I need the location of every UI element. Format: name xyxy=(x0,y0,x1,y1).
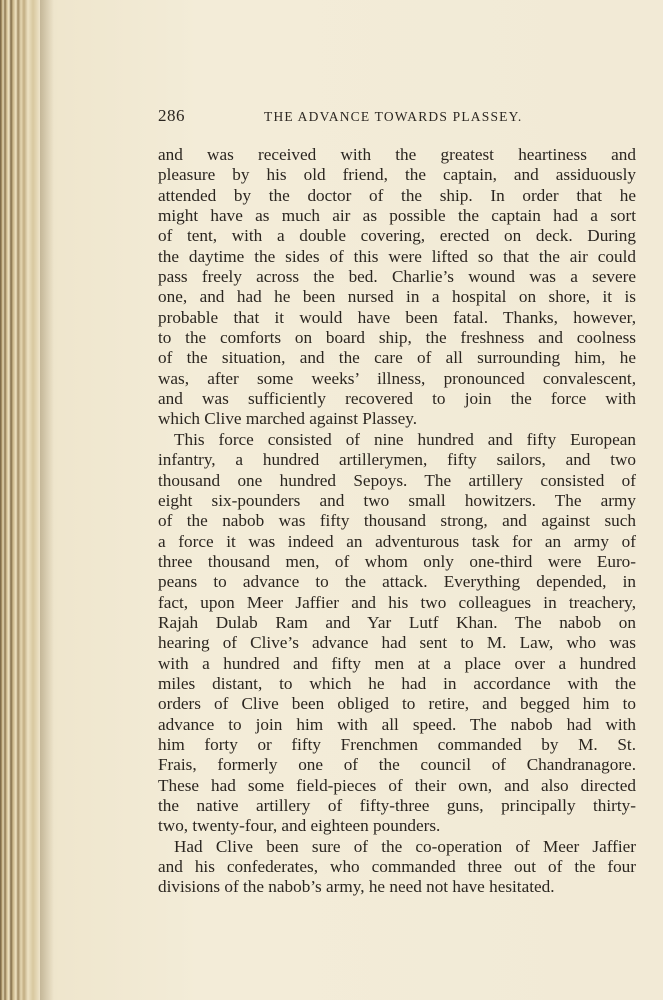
book-spine-edge xyxy=(0,0,40,1000)
paragraph-end-line: which Clive marched against Plassey. xyxy=(158,409,418,429)
text-line: These had some field-pieces of their own, and also directed xyxy=(158,775,636,795)
text-line: with a hundred and fifty men at a place over a hundred xyxy=(158,653,636,673)
paragraph-start-line: This force consisted of nine hundred and fifty European xyxy=(174,429,636,449)
text-line: and his confederates, who commanded three out of the four xyxy=(158,857,636,877)
text-line: miles distant, to which he had in accordance with the xyxy=(158,673,636,693)
text-line: orders of Clive been obliged to retire, and begged him to xyxy=(158,694,636,714)
text-line: divisions of the nabob’s army, he need not have hesitated. xyxy=(158,877,555,897)
text-line: of the situation, and the care of all surrounding him, he xyxy=(158,348,636,368)
text-line: might have as much air as possible the captain had a sort xyxy=(158,206,636,226)
gutter-shadow xyxy=(40,0,54,1000)
page-number: 286 xyxy=(158,106,185,125)
text-line: fact, upon Meer Jaffier and his two colleagues in treachery, xyxy=(158,592,636,612)
text-line: pass freely across the bed. Charlie’s wound was a severe xyxy=(158,267,636,287)
text-line: advance to join him with all speed. The nabob had with xyxy=(158,714,636,734)
text-line: Frais, formerly one of the council of Chandranagore. xyxy=(158,755,636,775)
text-line: of the nabob was fifty thousand strong, and against such xyxy=(158,511,636,531)
text-line: infantry, a hundred artillerymen, fifty sailors, and two xyxy=(158,450,636,470)
page-header xyxy=(158,106,632,126)
text-line: peans to advance to the attack. Everything depended, in xyxy=(158,572,636,592)
text-line: him forty or fifty Frenchmen commanded by M. St. xyxy=(158,734,636,754)
text-line: the daytime the sides of this were lifted so that the air could xyxy=(158,246,636,266)
text-line: attended by the doctor of the ship. In order that he xyxy=(158,185,636,205)
text-line: Rajah Dulab Ram and Yar Lutf Khan. The nabob on xyxy=(158,612,636,632)
text-line: and was received with the greatest heartiness and xyxy=(158,145,636,164)
text-line: the native artillery of fifty-three guns, principally thirty- xyxy=(158,796,636,815)
paragraph-start-line: Had Clive been sure of the co-operation of Meer Jaffier xyxy=(174,836,636,856)
text-line: of tent, with a double covering, erected on deck. During xyxy=(158,226,636,246)
body-text xyxy=(158,145,636,898)
text-line: three thousand men, of whom only one-third were Euro- xyxy=(158,551,636,571)
paragraph-end-line: two, twenty-four, and eighteen pounders. xyxy=(158,816,441,836)
text-line: hearing of Clive’s advance had sent to M. Law, who was xyxy=(158,633,636,653)
text-line: pleasure by his old friend, the captain, and assiduously xyxy=(158,165,636,185)
text-line: probable that it would have been fatal. Thanks, however, xyxy=(158,307,636,327)
text-line: one, and had he been nursed in a hospital on shore, it is xyxy=(158,287,636,307)
running-head: THE ADVANCE TOWARDS PLASSEY. xyxy=(264,109,523,124)
text-line: to the comforts on board ship, the freshness and coolness xyxy=(158,328,636,348)
text-line: and was sufficiently recovered to join the force with xyxy=(158,389,636,409)
text-line: thousand one hundred Sepoys. The artillery consisted of xyxy=(158,470,636,490)
text-line: a force it was indeed an adventurous task for an army of xyxy=(158,531,636,551)
text-line: eight six-pounders and two small howitzers. The army xyxy=(158,490,636,510)
text-line: was, after some weeks’ illness, pronounced convalescent, xyxy=(158,368,636,388)
